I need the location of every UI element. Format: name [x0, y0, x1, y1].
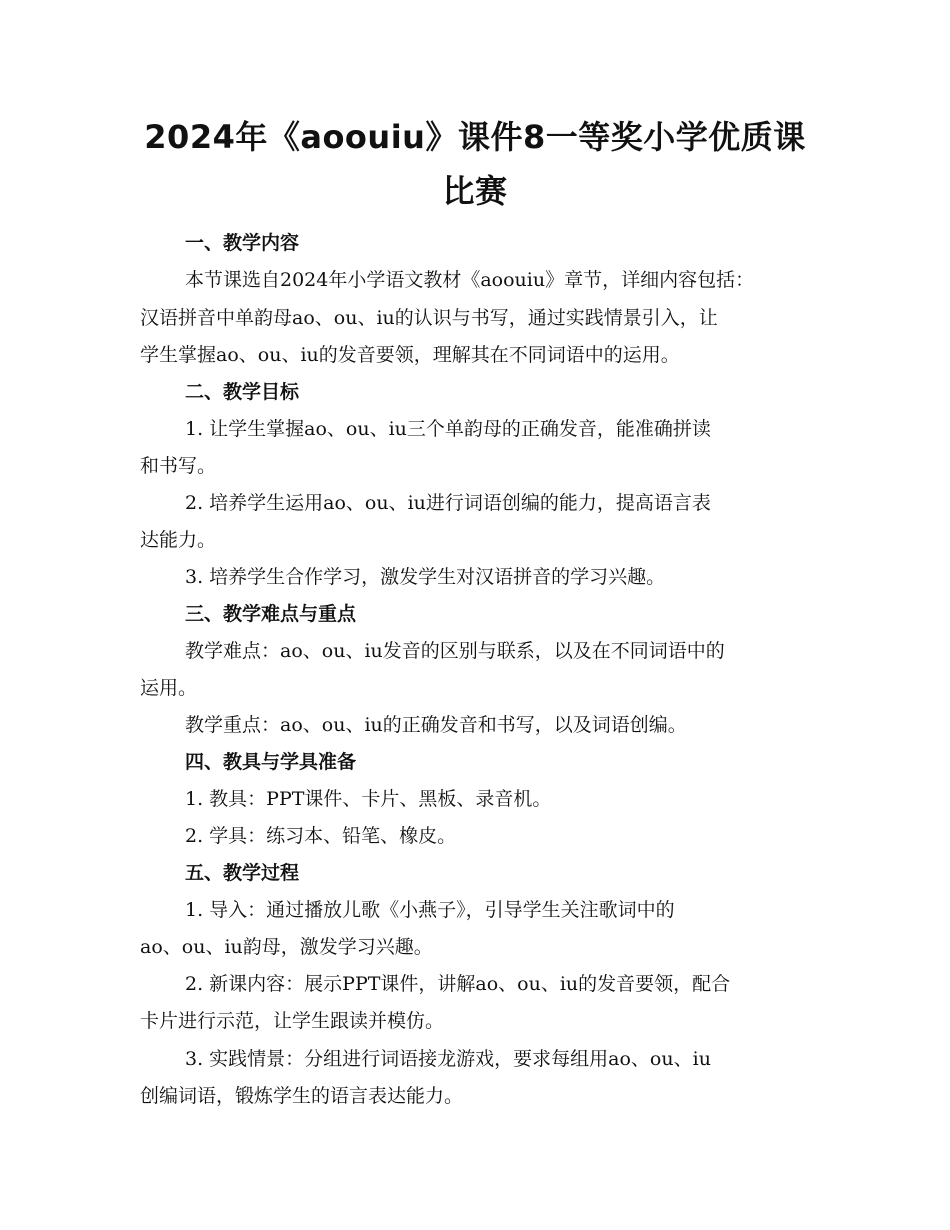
paragraph-line: 2. 学具：练习本、铅笔、橡皮。 — [185, 825, 457, 847]
document-title-continued: 比赛 — [442, 172, 508, 210]
paragraph-line: 1. 让学生掌握ao、ou、iu三个单韵母的正确发音，能准确拼读 — [185, 418, 711, 440]
paragraph-line: 学生掌握ao、ou、iu的发音要领，理解其在不同词语中的运用。 — [140, 344, 680, 366]
paragraph-line: 2. 新课内容：展示PPT课件，讲解ao、ou、iu的发音要领，配合 — [185, 973, 731, 995]
document-title: 2024年《aoouiu》课件8一等奖小学优质课 — [144, 118, 806, 156]
paragraph-line: 3. 培养学生合作学习，激发学生对汉语拼音的学习兴趣。 — [185, 566, 666, 588]
paragraph-line: 教学难点：ao、ou、iu发音的区别与联系，以及在不同词语中的 — [185, 640, 725, 662]
paragraph-line: 3. 实践情景：分组进行词语接龙游戏，要求每组用ao、ou、iu — [185, 1048, 711, 1070]
paragraph-line: 达能力。 — [140, 529, 217, 551]
paragraph-line: 1. 导入：通过播放儿歌《小燕子》，引导学生关注歌词中的 — [185, 899, 675, 921]
paragraph-line: 运用。 — [140, 677, 198, 699]
paragraph-line: 创编词语，锻炼学生的语言表达能力。 — [140, 1085, 464, 1107]
paragraph-line: 和书写。 — [140, 455, 217, 477]
section-heading-objectives: 二、教学目标 — [185, 381, 300, 403]
paragraph-line: 卡片进行示范，让学生跟读并模仿。 — [140, 1010, 445, 1032]
section-heading-process: 五、教学过程 — [185, 862, 300, 884]
section-heading-content: 一、教学内容 — [185, 232, 300, 254]
paragraph-line: 本节课选自2024年小学语文教材《aoouiu》章节，详细内容包括： — [185, 269, 755, 291]
paragraph-line: 汉语拼音中单韵母ao、ou、iu的认识与书写，通过实践情景引入，让 — [140, 307, 718, 329]
section-heading-materials: 四、教具与学具准备 — [185, 751, 357, 773]
paragraph-line: 1. 教具：PPT课件、卡片、黑板、录音机。 — [185, 788, 552, 810]
paragraph-line: 2. 培养学生运用ao、ou、iu进行词语创编的能力，提高语言表 — [185, 492, 711, 514]
paragraph-line: 教学重点：ao、ou、iu的正确发音和书写，以及词语创编。 — [185, 714, 687, 736]
section-heading-difficulties: 三、教学难点与重点 — [185, 603, 357, 625]
paragraph-line: ao、ou、iu韵母，激发学习兴趣。 — [140, 936, 433, 958]
